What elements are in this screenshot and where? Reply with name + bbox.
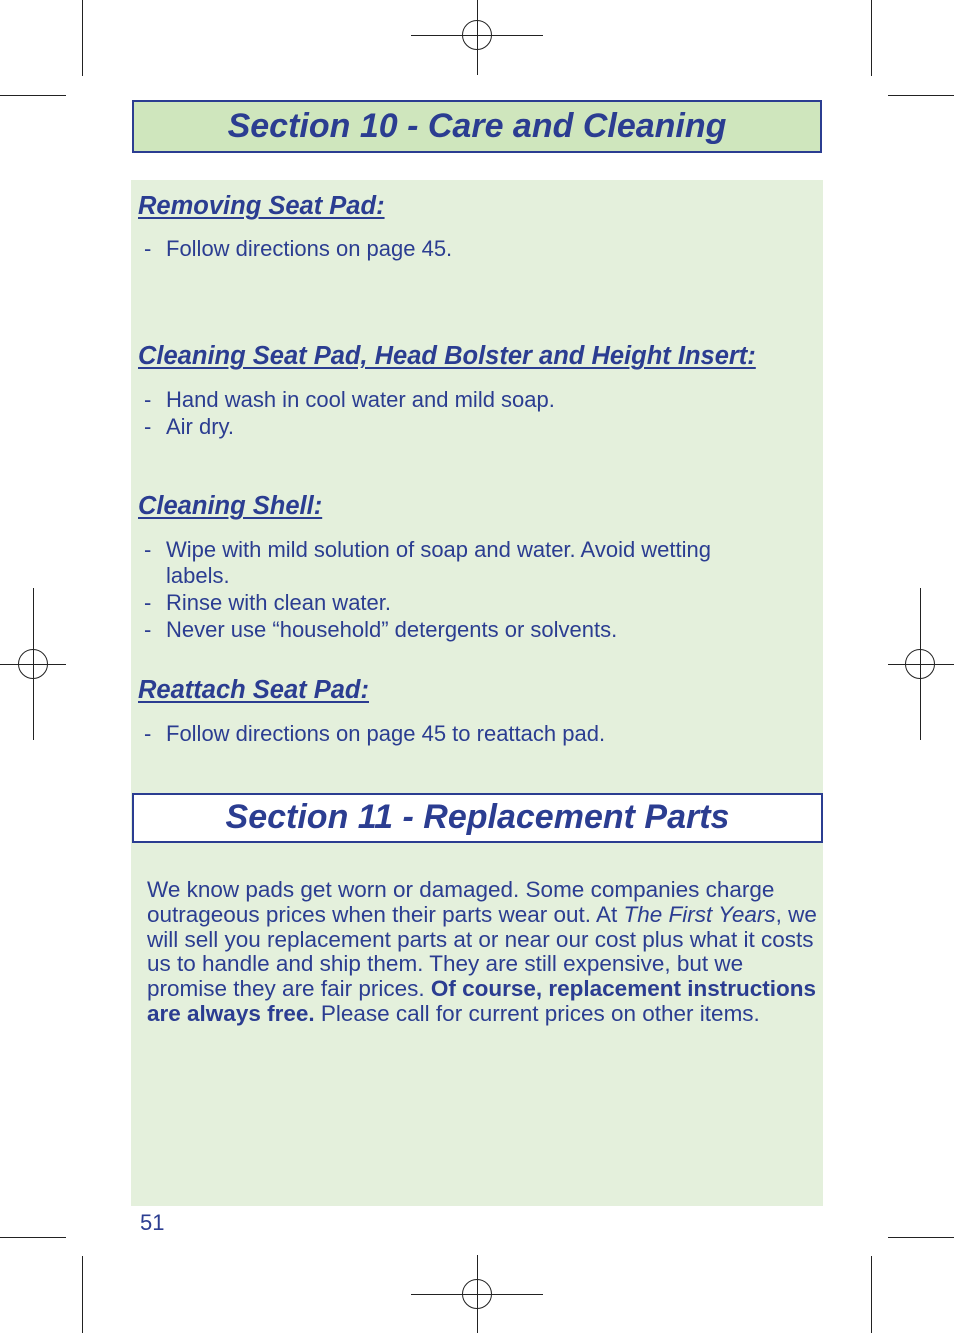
removing-seat-pad-heading: Removing Seat Pad: xyxy=(138,192,385,220)
crop-mark xyxy=(888,95,954,96)
bullet-dash: - xyxy=(144,387,152,412)
crop-mark xyxy=(871,1256,872,1333)
page-number: 51 xyxy=(140,1210,165,1235)
list-item: - Never use “household” detergents or solvents. xyxy=(144,617,618,642)
bullet-dash: - xyxy=(144,590,152,615)
crop-mark xyxy=(888,1237,954,1238)
cleaning-shell-heading: Cleaning Shell: xyxy=(138,492,323,520)
list-item: - Rinse with clean water. xyxy=(144,590,391,615)
bullet-dash: - xyxy=(144,537,152,562)
reattach-seat-pad-heading: Reattach Seat Pad: xyxy=(138,676,369,704)
section-11-title: Section 11 - Replacement Parts xyxy=(132,793,823,843)
list-item: - Follow directions on page 45. xyxy=(144,236,453,261)
registration-mark xyxy=(18,649,48,679)
replacement-parts-paragraph: We know pads get worn or damaged. Some companies charge outrageous prices when their parts wear out. At The First Years, we will sell you replacement parts at or near our cost plus what it costs us to handle and ship them. They are still expensive, but we promise they are fair prices. Of course, replacement instructions are always free. Please call for current prices on other items. xyxy=(147,877,817,1026)
list-item: - Follow directions on page 45 to reattach pad. xyxy=(144,721,606,746)
registration-mark xyxy=(905,649,935,679)
bullet-dash: - xyxy=(144,617,152,642)
registration-mark xyxy=(462,20,492,50)
list-item: - Air dry. xyxy=(144,414,235,439)
crop-mark xyxy=(0,95,66,96)
free-instructions-note: Of course, replacement instructions are always free. xyxy=(147,976,816,1026)
bullet-dash: - xyxy=(144,414,152,439)
section-10-title: Section 10 - Care and Cleaning xyxy=(132,100,822,153)
brand-name: The First Years xyxy=(623,901,776,927)
bullet-dash: - xyxy=(144,721,152,746)
list-item: - Wipe with mild solution of soap and water. Avoid wetting labels. xyxy=(144,537,712,588)
crop-mark xyxy=(82,0,83,76)
cleaning-seat-pad-heading: Cleaning Seat Pad, Head Bolster and Height Insert: xyxy=(138,342,756,370)
bullet-dash: - xyxy=(144,236,152,261)
registration-mark xyxy=(462,1279,492,1309)
list-item: - Hand wash in cool water and mild soap. xyxy=(144,387,555,412)
crop-mark xyxy=(871,0,872,76)
crop-mark xyxy=(82,1256,83,1333)
crop-mark xyxy=(0,1237,66,1238)
